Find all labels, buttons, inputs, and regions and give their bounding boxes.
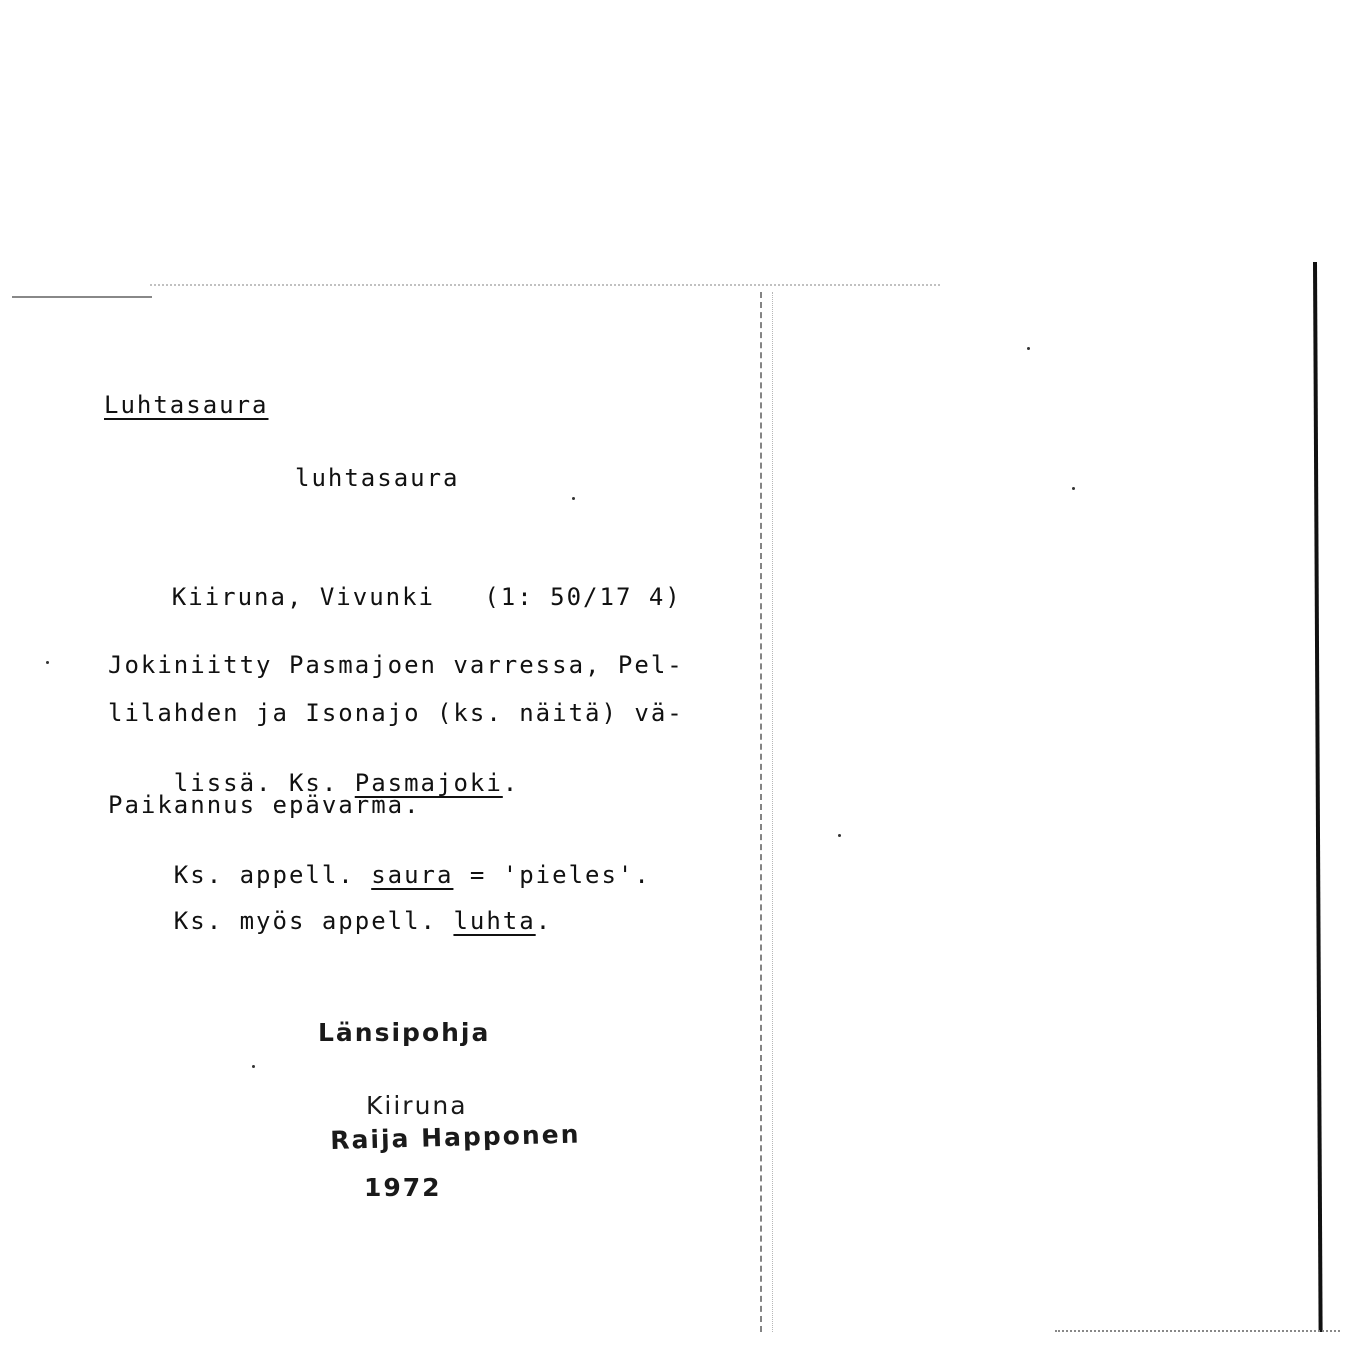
map-reference: (1: 50/17 4) [484, 583, 682, 611]
scan-speck [252, 1065, 255, 1068]
scan-speck [1072, 487, 1075, 490]
headword: Luhtasaura [104, 391, 269, 419]
stamp-parish: Kiiruna [366, 1091, 468, 1120]
card-fold-line [760, 292, 762, 1332]
stamp-collector: Raija Happonen [329, 1119, 581, 1155]
card-right-edge [1313, 262, 1323, 1332]
body-line-6-end: . [535, 907, 553, 935]
stamp-year: 1972 [364, 1173, 442, 1202]
body-line-3-text: lissä. Ks. [173, 769, 355, 797]
form: luhtasaura [295, 464, 460, 492]
body-line-6-text: Ks. myös appell. [173, 907, 454, 935]
body-line-3-end: . [502, 769, 520, 797]
location: Kiiruna, Vivunki [171, 583, 435, 611]
scan-speck [572, 497, 575, 500]
body-line-1: Jokiniitty Pasmajoen varressa, Pel- [108, 651, 684, 679]
location-line [106, 561, 682, 633]
body-line-4: Paikannus epävarma. [108, 791, 421, 819]
body-line-6 [108, 885, 552, 957]
card-bottom-edge [1055, 1330, 1340, 1332]
body-line-2: lilahden ja Isonajo (ks. näitä) vä- [108, 699, 684, 727]
stamp-region: Länsipohja [318, 1018, 491, 1047]
scan-speck [838, 834, 841, 837]
card-top-edge [12, 296, 152, 298]
cross-reference-link: Pasmajoki [354, 769, 503, 797]
appellative-link: saura [371, 861, 454, 889]
card-fold-line-secondary [772, 292, 773, 1332]
scan-speck [1027, 347, 1030, 350]
card-top-edge-dots [150, 284, 940, 286]
appellative-link: luhta [453, 907, 536, 935]
body-line-5-text: Ks. appell. [173, 861, 372, 889]
body-line-5-end: = 'pieles'. [453, 861, 651, 889]
scan-speck [46, 661, 49, 664]
